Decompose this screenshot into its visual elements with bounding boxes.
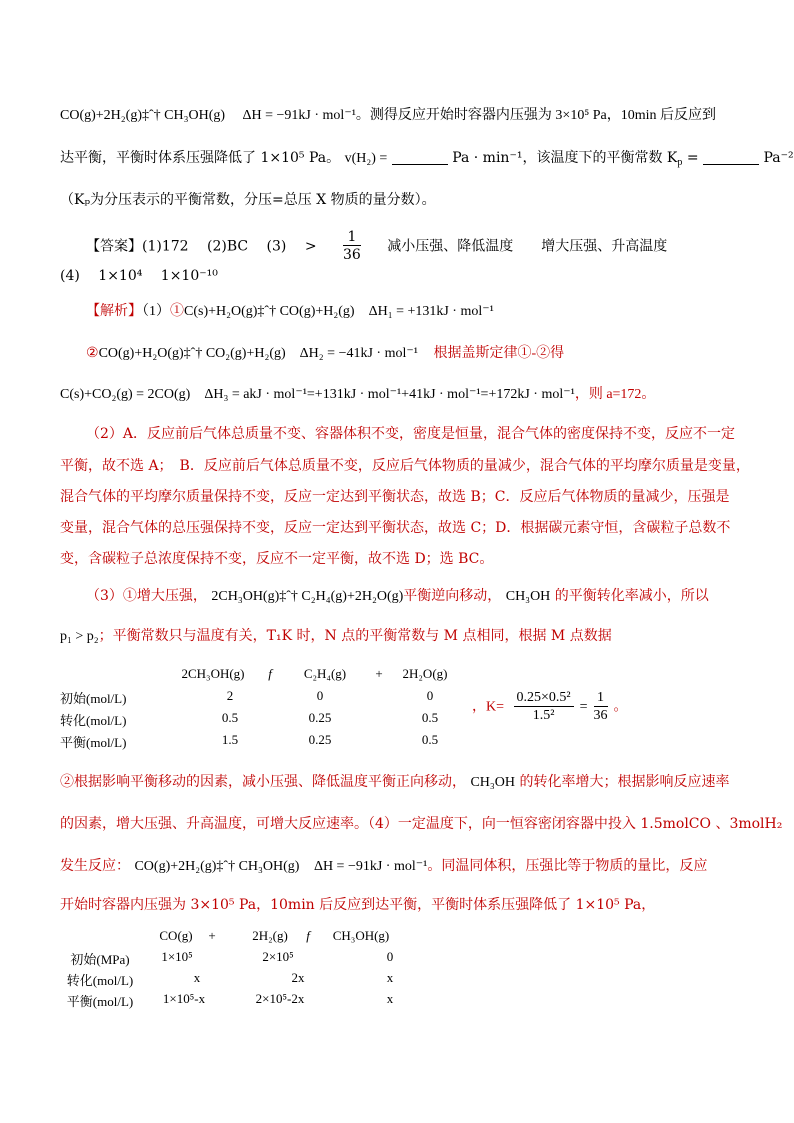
rate-symbol: v(H₂) = <box>344 151 388 166</box>
table-header-cell: CH₃OH(g) <box>332 928 390 943</box>
table-header-cell: C₂H₄(g) <box>303 666 347 681</box>
analysis-q4-line2 <box>60 856 707 877</box>
analysis-q2-line: 变，含碳粒子总浓度保持不变，反应不一定平衡，故不选 D；选 BC。 <box>60 551 494 567</box>
q3-text: ；平衡常数只与温度有关，T₁K 时，N 点的平衡常数与 M 点相同，根据 M 点数据 <box>98 628 612 644</box>
result-text: ，则 a=172。 <box>574 387 656 402</box>
circle-2: ② <box>86 346 99 361</box>
equilibrium-table-2 <box>60 928 400 1012</box>
q4-text: 发生反应： <box>60 858 130 874</box>
table-cell: 0 <box>426 688 434 703</box>
table-cell: 2×10⁵ <box>262 949 294 964</box>
q3-text: ②根据影响平衡移动的因素，减小压强、降低温度平衡正向移动， <box>60 774 466 790</box>
k-fraction <box>514 690 574 725</box>
table-header-cell: f <box>306 928 310 943</box>
table-header-cell: + <box>208 928 216 943</box>
answer-text: 减小压强、降低温度 增大压强、升高温度 <box>387 238 668 255</box>
analysis-label: 【解析】 <box>86 304 142 319</box>
q4-equation: CO(g)+2H₂(g)‡ˆ† CH₃OH(g) <box>134 859 300 874</box>
row-label: 平衡(mol/L) <box>66 994 134 1009</box>
equals: = <box>686 150 699 166</box>
q4-text: 。同温同体积，压强比等于物质的量比，反应 <box>427 858 708 874</box>
question-text: Pa · min⁻¹，该温度下的平衡常数 K <box>452 150 678 166</box>
q3-text: 的转化率增大；根据影响反应速率 <box>519 774 730 790</box>
table-cell: 2x <box>291 970 305 985</box>
question-line-2 <box>60 148 794 173</box>
table-header-cell: CO(g) <box>159 928 193 943</box>
table-cell: 0.5 <box>421 710 439 725</box>
table-cell: 0 <box>316 688 324 703</box>
answer-label: 【答案】 <box>86 238 142 255</box>
fraction-denominator: 36 <box>343 247 361 263</box>
unit: Pa⁻² <box>763 150 794 166</box>
answer-fraction <box>343 229 361 264</box>
equation: CO(g)+2H₂(g)‡ˆ† CH₃OH(g) <box>60 108 226 123</box>
table-header <box>60 666 460 686</box>
equilibrium-table-1 <box>60 666 460 756</box>
row-label: 转化(mol/L) <box>60 713 127 728</box>
table-cell: 0 <box>386 949 394 964</box>
table-header-cell: + <box>375 666 383 681</box>
analysis-q3-part2 <box>60 772 729 793</box>
table-cell: 0.25 <box>308 732 332 747</box>
q-number: （1） <box>142 304 170 319</box>
period: 。 <box>613 699 628 715</box>
question-text: 达平衡，平衡时体系压强降低了 1×10⁵ Pa。 <box>60 150 341 166</box>
hess-law-text: 根据盖斯定律①-②得 <box>433 346 565 361</box>
analysis-q4-line1: 的因素，增大压强、升高温度，可增大反应速率。（4）一定温度下，向一恒容密闭容器中投入 1.5molCO 、3molH₂ <box>60 816 783 832</box>
table-cell: x <box>193 970 201 985</box>
q3-text: 平衡逆向移动， <box>403 588 502 604</box>
row-label: 初始(MPa) <box>70 952 130 967</box>
fraction-numerator: 1 <box>343 229 361 246</box>
analysis-q3-line1 <box>86 586 709 607</box>
row-label: 转化(mol/L) <box>66 973 134 988</box>
question-text: 。测得反应开始时容器内压强为 3×10⁵ Pa，10min 后反应到 <box>355 108 716 123</box>
k-result <box>594 690 608 725</box>
analysis-q1-line2 <box>86 344 564 364</box>
table-cell: 0.5 <box>421 732 439 747</box>
q3-text: 的平衡转化率减小，所以 <box>554 588 709 604</box>
answer-blank-2[interactable] <box>703 150 759 165</box>
row-label: 初始(mol/L) <box>60 691 127 706</box>
table-cell: 1×10⁵-x <box>162 991 206 1006</box>
table-cell: 0.5 <box>221 710 239 725</box>
question-line-3: （Kₚ为分压表示的平衡常数，分压=总压 X 物质的量分数）。 <box>60 192 436 208</box>
answer-blank-1[interactable] <box>392 150 448 165</box>
analysis-q2-line: 混合气体的平均摩尔质量保持不变，反应一定达到平衡状态，故选 B；C．反应后气体物质的量减少，压强是 <box>60 489 730 505</box>
table-header-cell: 2CH₃OH(g) <box>181 666 245 681</box>
analysis-q3-line2 <box>60 626 612 647</box>
analysis-q2-line: 平衡，故不选 A； B．反应前后气体总质量不变，反应后气体物质的量减少，混合气体的平均摩尔质量是变量， <box>60 458 750 474</box>
answer-line-2: (4) 1×10⁴ 1×10⁻¹⁰ <box>60 268 218 284</box>
table-header-cell: f <box>268 666 272 681</box>
enthalpy: ΔH = −91kJ · mol⁻¹ <box>242 108 356 123</box>
table-cell: x <box>386 991 394 1006</box>
table-cell: 0.25 <box>308 710 332 725</box>
question-line-1 <box>60 106 716 126</box>
analysis-q2-line: 变量，混合气体的总压强保持不变，反应一定达到平衡状态，故选 C；D．根据碳元素守恒，含碳粒子总数不 <box>60 520 731 536</box>
fraction-numerator: 1 <box>594 690 608 707</box>
fraction-denominator: 36 <box>593 708 608 723</box>
formula: CH₃OH <box>505 589 551 604</box>
enthalpy: ΔH = −91kJ · mol⁻¹ <box>313 859 428 874</box>
table-cell: 1.5 <box>221 732 239 747</box>
k-expression <box>472 690 628 725</box>
table-header-cell: 2H₂O(g) <box>402 666 448 681</box>
equation-3: C(s)+CO₂(g) = 2CO(g) ΔH₃ = akJ · mol⁻¹=+131kJ · mol⁻¹+41kJ · mol⁻¹=+172kJ · mol⁻¹ <box>60 387 575 402</box>
analysis-q1-line1 <box>86 302 494 322</box>
q3-equation: 2CH₃OH(g)‡ˆ† C₂H₄(g)+2H₂O(g) <box>211 589 404 604</box>
table-header-cell: 2H₂(g) <box>252 928 288 943</box>
equation-1: C(s)+H₂O(g)‡ˆ† CO(g)+H₂(g) ΔH₁ = +131kJ · mol⁻¹ <box>184 304 494 319</box>
formula: CH₃OH <box>470 775 516 790</box>
fraction-numerator: 0.25×0.5² <box>514 690 574 707</box>
circle-1: ① <box>170 304 184 319</box>
q3-text: （3）①增大压强， <box>86 588 207 604</box>
analysis-q2-line: （2）A．反应前后气体总质量不变、容器体积不变，密度是恒量，混合气体的密度保持不变，反应不一定 <box>86 426 736 442</box>
answer-text: (1)172 (2)BC (3) > <box>142 238 317 255</box>
equation-2: CO(g)+H₂O(g)‡ˆ† CO₂(g)+H₂(g) ΔH₂ = −41kJ · mol⁻¹ <box>98 346 418 361</box>
analysis-q1-line3 <box>60 385 655 405</box>
row-label: 平衡(mol/L) <box>60 735 127 750</box>
answer-line <box>86 229 667 264</box>
table-cell: 2 <box>226 688 234 703</box>
table-cell: 1×10⁵ <box>161 949 193 964</box>
table-cell: 2×10⁵-2x <box>255 991 305 1006</box>
equals: = <box>579 699 588 715</box>
analysis-q4-line3: 开始时容器内压强为 3×10⁵ Pa，10min 后反应到达平衡，平衡时体系压强降低了 1×10⁵ Pa， <box>60 897 656 913</box>
k-label: ，K= <box>472 699 505 715</box>
fraction-denominator: 1.5² <box>532 708 555 723</box>
subscript: p <box>677 157 683 168</box>
table-cell: x <box>386 970 394 985</box>
pressure-relation: p₁ > p₂ <box>60 629 99 644</box>
